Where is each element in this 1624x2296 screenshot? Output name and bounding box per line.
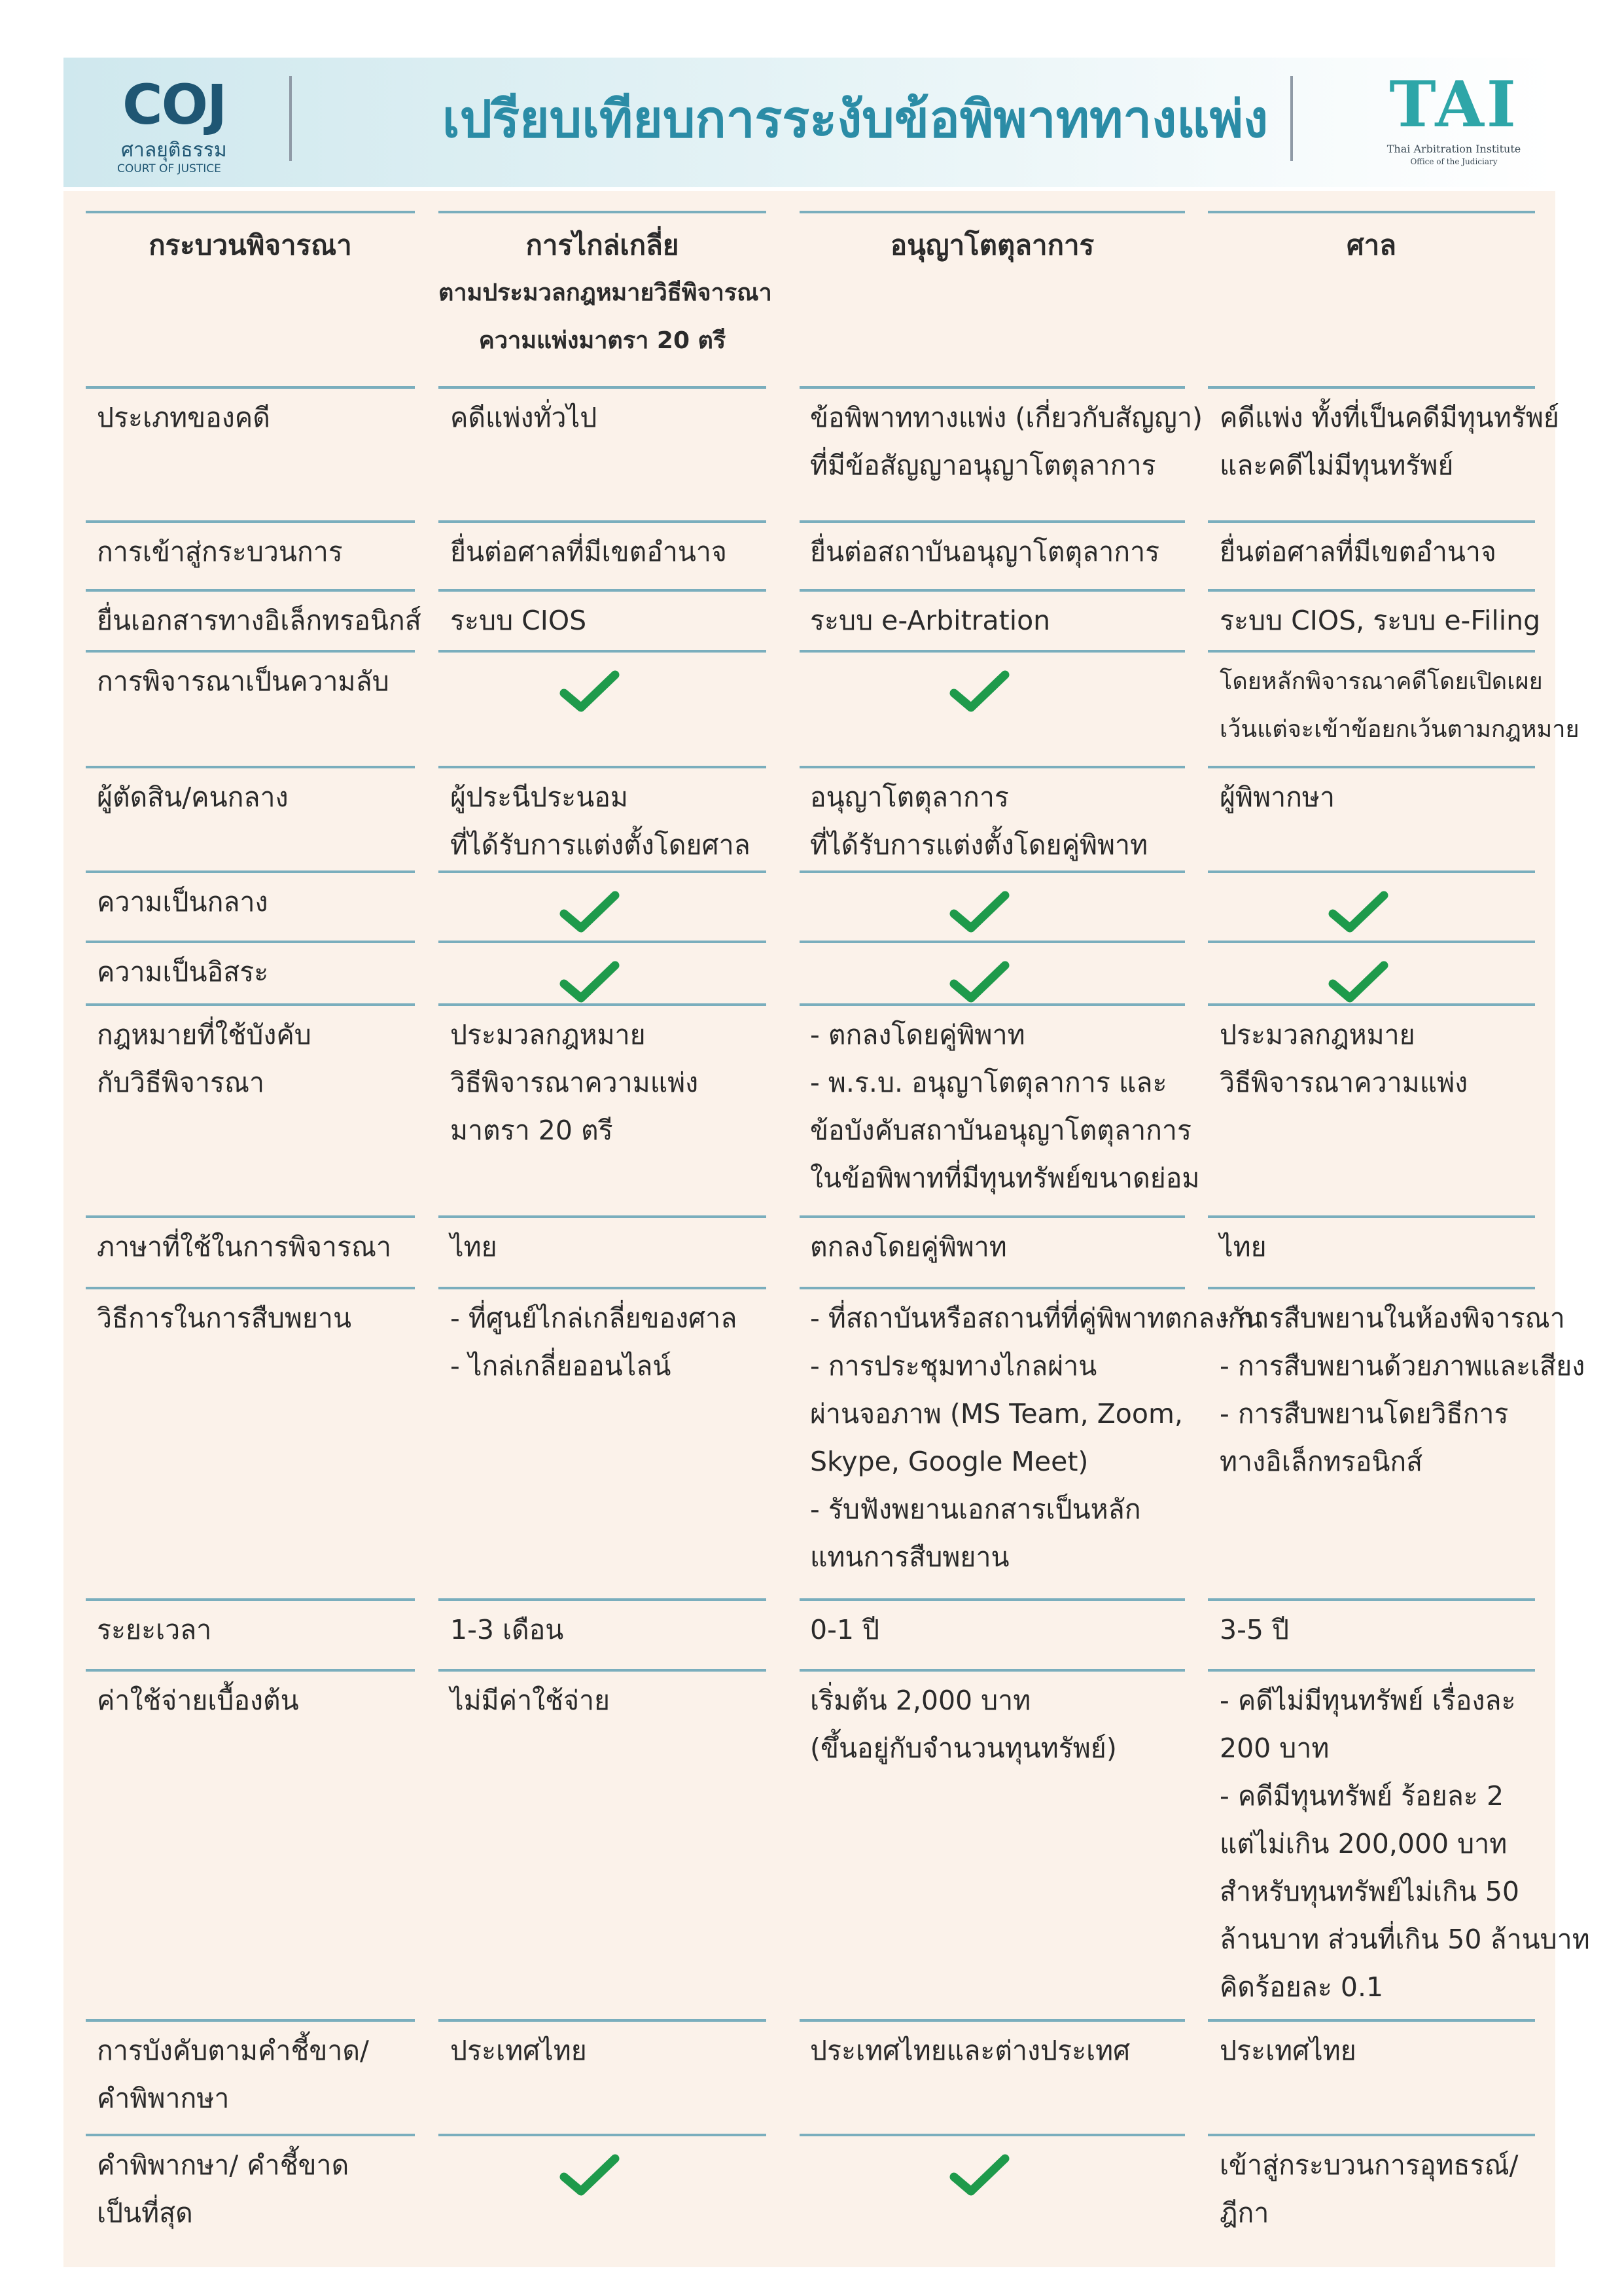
check-icon <box>560 2153 619 2197</box>
table-cell <box>450 1677 761 1725</box>
table-cell <box>1220 394 1559 490</box>
table-rule <box>86 650 415 653</box>
table-rule <box>1208 589 1535 592</box>
table-cell <box>450 1011 761 1155</box>
table-rule <box>1208 650 1535 653</box>
table-cell <box>810 1677 1186 1772</box>
cell-line: ประเทศไทย <box>1220 2035 1356 2066</box>
column-header-subtitle: ความแพ่งมาตรา 20 ตรี <box>478 327 726 354</box>
row-label <box>97 948 408 996</box>
cell-line: ระบบ CIOS <box>450 605 587 636</box>
table-rule <box>1208 520 1535 523</box>
cell-line: ประเทศไทยและต่างประเทศ <box>810 2035 1131 2066</box>
tai-logo <box>1359 69 1549 181</box>
cell-line: Skype, Google Meet) <box>810 1446 1089 1477</box>
table-rule <box>438 650 766 653</box>
cell-line: - ที่ศูนย์ไกล่เกลี่ยของศาล <box>450 1302 737 1334</box>
table-rule <box>800 589 1185 592</box>
cell-line: ยื่นต่อศาลที่มีเขตอำนาจ <box>450 536 727 567</box>
column-header-label: กระบวนพิจารณา <box>149 229 352 261</box>
table-rule <box>86 1598 415 1601</box>
table-rule <box>800 2134 1185 2136</box>
table-rule <box>1208 2019 1535 2022</box>
table-rule <box>438 211 766 213</box>
cell-line: ล้านบาท ส่วนที่เกิน 50 ล้านบาท <box>1220 1924 1590 1955</box>
row-label <box>97 1011 408 1107</box>
cell-line: คิดร้อยละ 0.1 <box>1220 1971 1384 2003</box>
row-label <box>97 2142 408 2237</box>
check-icon <box>560 670 619 713</box>
table-rule <box>800 1215 1185 1218</box>
cell-line: - การประชุมทางไกลผ่าน <box>810 1350 1097 1382</box>
table-rule <box>438 766 766 768</box>
row-label <box>97 528 408 576</box>
cell-line: คำพิพากษา <box>97 2083 230 2114</box>
table-cell <box>1220 658 1580 753</box>
table-rule <box>800 211 1185 213</box>
table-cell <box>810 774 1186 869</box>
row-label <box>97 658 408 706</box>
table-cell <box>810 1011 1200 1202</box>
cell-line: ประเภทของคดี <box>97 402 270 433</box>
table-rule <box>800 1669 1185 1672</box>
header-divider-left <box>289 76 292 161</box>
table-cell <box>810 597 1186 645</box>
table-rule <box>800 2019 1185 2022</box>
table-cell <box>450 1606 761 1654</box>
column-header-label: ศาล <box>1347 229 1396 261</box>
cell-line: วิธีการในการสืบพยาน <box>97 1302 351 1334</box>
table-rule <box>86 1669 415 1672</box>
cell-line: - รับฟังพยานเอกสารเป็นหลัก <box>810 1494 1141 1525</box>
cell-line: ค่าใช้จ่ายเบื้องต้น <box>97 1685 299 1716</box>
cell-line: ยื่นต่อสถาบันอนุญาโตตุลาการ <box>810 536 1160 567</box>
tai-logo-name: Thai Arbitration Institute <box>1386 143 1521 155</box>
table-rule <box>438 1598 766 1601</box>
table-cell <box>450 1223 761 1271</box>
cell-line: เป็นที่สุด <box>97 2197 193 2229</box>
table-rule <box>1208 1598 1535 1601</box>
table-rule <box>438 870 766 873</box>
table-cell <box>450 2027 761 2075</box>
tai-logo-mark: TAI <box>1389 67 1519 141</box>
tai-logo-subtitle: Office of the Judiciary <box>1410 157 1498 166</box>
cell-line: ผู้ประนีประนอม <box>450 781 628 813</box>
cell-line: - การสืบพยานด้วยภาพและเสียง <box>1220 1350 1585 1382</box>
cell-line: การบังคับตามคำชี้ขาด/ <box>97 2035 369 2066</box>
column-header-label: อนุญาโตตุลาการ <box>890 229 1095 261</box>
column-header-2 <box>800 221 1185 269</box>
cell-line: และคดีไม่มีทุนทรัพย์ <box>1220 450 1454 481</box>
table-rule <box>86 589 415 592</box>
table-rule <box>1208 766 1535 768</box>
table-rule <box>1208 1669 1535 1672</box>
table-rule <box>86 1003 415 1006</box>
row-label <box>97 394 408 442</box>
table-cell <box>1220 1011 1534 1107</box>
table-cell <box>1220 1606 1534 1654</box>
cell-line: วิธีพิจารณาความแพ่ง <box>450 1067 699 1098</box>
row-label <box>97 1606 408 1654</box>
column-header-subtitle: ตามประมวลกฎหมายวิธีพิจารณา <box>438 279 772 306</box>
table-cell <box>810 2027 1186 2075</box>
cell-line: - คดีไม่มีทุนทรัพย์ เรื่องละ <box>1220 1685 1516 1716</box>
table-rule <box>800 386 1185 389</box>
page-title: เปรียบเทียบการระงับข้อพิพาททางแพ่ง <box>442 90 1269 149</box>
cell-line: อนุญาโตตุลาการ <box>810 781 1009 813</box>
cell-line: ผู้พิพากษา <box>1220 781 1335 813</box>
cell-line: - การสืบพยานโดยวิธีการ <box>1220 1398 1509 1429</box>
table-rule <box>800 520 1185 523</box>
cell-line: วิธีพิจารณาความแพ่ง <box>1220 1067 1468 1098</box>
cell-line: - การสืบพยานในห้องพิจารณา <box>1220 1302 1565 1334</box>
header-divider-right <box>1290 76 1293 161</box>
table-rule <box>800 870 1185 873</box>
table-cell <box>1220 2142 1534 2237</box>
table-rule <box>86 211 415 213</box>
cell-line: ระยะเวลา <box>97 1614 212 1645</box>
check-icon <box>950 670 1009 713</box>
cell-line: ประมวลกฎหมาย <box>1220 1019 1415 1050</box>
table-rule <box>86 870 415 873</box>
cell-line: มาตรา 20 ตรี <box>450 1115 613 1146</box>
cell-line: เริ่มต้น 2,000 บาท <box>810 1685 1031 1716</box>
cell-line: - ตกลงโดยคู่พิพาท <box>810 1019 1025 1050</box>
cell-line: (ขึ้นอยู่กับจำนวนทุนทรัพย์) <box>810 1732 1117 1764</box>
cell-line: ประเทศไทย <box>450 2035 587 2066</box>
table-rule <box>86 2134 415 2136</box>
cell-line: คดีแพ่งทั่วไป <box>450 402 597 433</box>
cell-line: ข้อพิพาททางแพ่ง (เกี่ยวกับสัญญา) <box>810 402 1203 433</box>
check-icon <box>1329 960 1388 1003</box>
cell-line: ความเป็นกลาง <box>97 886 268 918</box>
table-cell <box>450 774 761 869</box>
table-cell <box>450 1295 761 1390</box>
check-icon <box>560 890 619 933</box>
cell-line: แต่ไม่เกิน 200,000 บาท <box>1220 1828 1508 1859</box>
cell-line: 0-1 ปี <box>810 1614 880 1645</box>
table-rule <box>1208 1215 1535 1218</box>
cell-line: ไทย <box>450 1231 497 1263</box>
table-rule <box>800 1003 1185 1006</box>
table-cell <box>1220 2027 1534 2075</box>
table-rule <box>800 1598 1185 1601</box>
cell-line: ระบบ CIOS, ระบบ e-Filing <box>1220 605 1541 636</box>
table-rule <box>438 589 766 592</box>
cell-line: ที่ได้รับการแต่งตั้งโดยศาล <box>450 829 750 861</box>
cell-line: เว้นแต่จะเข้าข้อยกเว้นตามกฎหมาย <box>1220 716 1580 743</box>
table-rule <box>1208 941 1535 943</box>
table-cell <box>810 1295 1263 1581</box>
cell-line: ไม่มีค่าใช้จ่าย <box>450 1685 610 1716</box>
check-icon <box>950 2153 1009 2197</box>
table-rule <box>438 1287 766 1289</box>
table-rule <box>438 2134 766 2136</box>
coj-logo-name-th: ศาลยุติธรรม <box>121 139 227 162</box>
cell-line: ในข้อพิพาทที่มีทุนทรัพย์ขนาดย่อม <box>810 1162 1200 1194</box>
cell-line: การพิจารณาเป็นความลับ <box>97 666 389 697</box>
cell-line: ข้อบังคับสถาบันอนุญาโตตุลาการ <box>810 1115 1192 1146</box>
table-rule <box>800 766 1185 768</box>
cell-line: - พ.ร.บ. อนุญาโตตุลาการ และ <box>810 1067 1167 1098</box>
table-rule <box>800 941 1185 943</box>
table-cell <box>1220 1223 1534 1271</box>
coj-logo-name-en: COURT OF JUSTICE <box>117 162 221 175</box>
cell-line: 3-5 ปี <box>1220 1614 1290 1645</box>
table-cell <box>450 528 761 576</box>
cell-line: ที่มีข้อสัญญาอนุญาโตตุลาการ <box>810 450 1156 481</box>
table-rule <box>800 1287 1185 1289</box>
table-cell <box>810 1223 1186 1271</box>
table-rule <box>800 650 1185 653</box>
table-cell <box>1220 597 1541 645</box>
table-cell <box>450 394 761 442</box>
table-rule <box>86 520 415 523</box>
row-label <box>97 774 408 821</box>
table-rule <box>1208 1003 1535 1006</box>
cell-line: 200 บาท <box>1220 1732 1330 1764</box>
table-rule <box>1208 2134 1535 2136</box>
table-rule <box>86 766 415 768</box>
check-icon <box>950 890 1009 933</box>
table-cell <box>450 597 761 645</box>
cell-line: ที่ได้รับการแต่งตั้งโดยคู่พิพาท <box>810 829 1148 861</box>
row-label <box>97 1677 408 1725</box>
cell-line: ระบบ e-Arbitration <box>810 605 1051 636</box>
coj-logo <box>116 75 247 173</box>
row-label <box>97 597 421 645</box>
cell-line: ยื่นเอกสารทางอิเล็กทรอนิกส์ <box>97 605 421 636</box>
cell-line: ผู้ตัดสิน/คนกลาง <box>97 781 289 813</box>
check-icon <box>1329 890 1388 933</box>
row-label <box>97 2027 408 2123</box>
table-cell <box>810 1606 1186 1654</box>
cell-line: ยื่นต่อศาลที่มีเขตอำนาจ <box>1220 536 1496 567</box>
table-cell <box>1220 774 1534 821</box>
cell-line: - ที่สถาบันหรือสถานที่ที่คู่พิพาทตกลงกัน <box>810 1302 1263 1334</box>
table-cell <box>1220 1677 1590 2011</box>
table-rule <box>438 941 766 943</box>
table-rule <box>438 520 766 523</box>
cell-line: ภาษาที่ใช้ในการพิจารณา <box>97 1231 392 1263</box>
table-rule <box>438 2019 766 2022</box>
table-rule <box>438 386 766 389</box>
check-icon <box>560 960 619 1003</box>
table-rule <box>86 1215 415 1218</box>
header-banner <box>63 58 1555 187</box>
row-label <box>97 878 408 926</box>
table-rule <box>1208 386 1535 389</box>
coj-logo-mark: COJ <box>122 73 226 137</box>
table-cell <box>1220 528 1534 576</box>
table-rule <box>86 1287 415 1289</box>
column-header-0 <box>86 221 415 269</box>
row-label <box>97 1295 408 1342</box>
column-header-3 <box>1208 221 1535 269</box>
cell-line: กฎหมายที่ใช้บังคับ <box>97 1019 311 1050</box>
row-label <box>97 1223 408 1271</box>
cell-line: ทางอิเล็กทรอนิกส์ <box>1220 1446 1423 1477</box>
cell-line: ฎีกา <box>1220 2197 1269 2229</box>
cell-line: สำหรับทุนทรัพย์ไม่เกิน 50 <box>1220 1876 1519 1907</box>
table-cell <box>810 528 1186 576</box>
cell-line: ประมวลกฎหมาย <box>450 1019 646 1050</box>
cell-line: - ไกล่เกลี่ยออนไลน์ <box>450 1350 671 1382</box>
cell-line: ตกลงโดยคู่พิพาท <box>810 1231 1007 1263</box>
cell-line: การเข้าสู่กระบวนการ <box>97 536 343 567</box>
cell-line: แทนการสืบพยาน <box>810 1541 1010 1573</box>
table-rule <box>1208 211 1535 213</box>
cell-line: เข้าสู่กระบวนการอุทธรณ์/ <box>1220 2149 1519 2181</box>
cell-line: กับวิธีพิจารณา <box>97 1067 265 1098</box>
cell-line: ผ่านจอภาพ (MS Team, Zoom, <box>810 1398 1183 1429</box>
table-cell <box>1220 1295 1585 1486</box>
table-cell <box>810 394 1203 490</box>
check-icon <box>950 960 1009 1003</box>
table-rule <box>438 1003 766 1006</box>
table-rule <box>86 2019 415 2022</box>
cell-line: ความเป็นอิสระ <box>97 956 269 988</box>
cell-line: - คดีมีทุนทรัพย์ ร้อยละ 2 <box>1220 1780 1504 1812</box>
column-header-label: การไกล่เกลี่ย <box>525 229 679 261</box>
cell-line: โดยหลักพิจารณาคดีโดยเปิดเผย <box>1220 668 1543 695</box>
cell-line: 1-3 เดือน <box>450 1614 564 1645</box>
table-rule <box>1208 1287 1535 1289</box>
column-header-1 <box>438 221 772 365</box>
cell-line: ไทย <box>1220 1231 1267 1263</box>
cell-line: คดีแพ่ง ทั้งที่เป็นคดีมีทุนทรัพย์ <box>1220 402 1559 433</box>
table-rule <box>1208 870 1535 873</box>
table-rule <box>438 1669 766 1672</box>
table-rule <box>86 386 415 389</box>
cell-line: คำพิพากษา/ คำชี้ขาด <box>97 2149 349 2181</box>
table-rule <box>438 1215 766 1218</box>
table-rule <box>86 941 415 943</box>
